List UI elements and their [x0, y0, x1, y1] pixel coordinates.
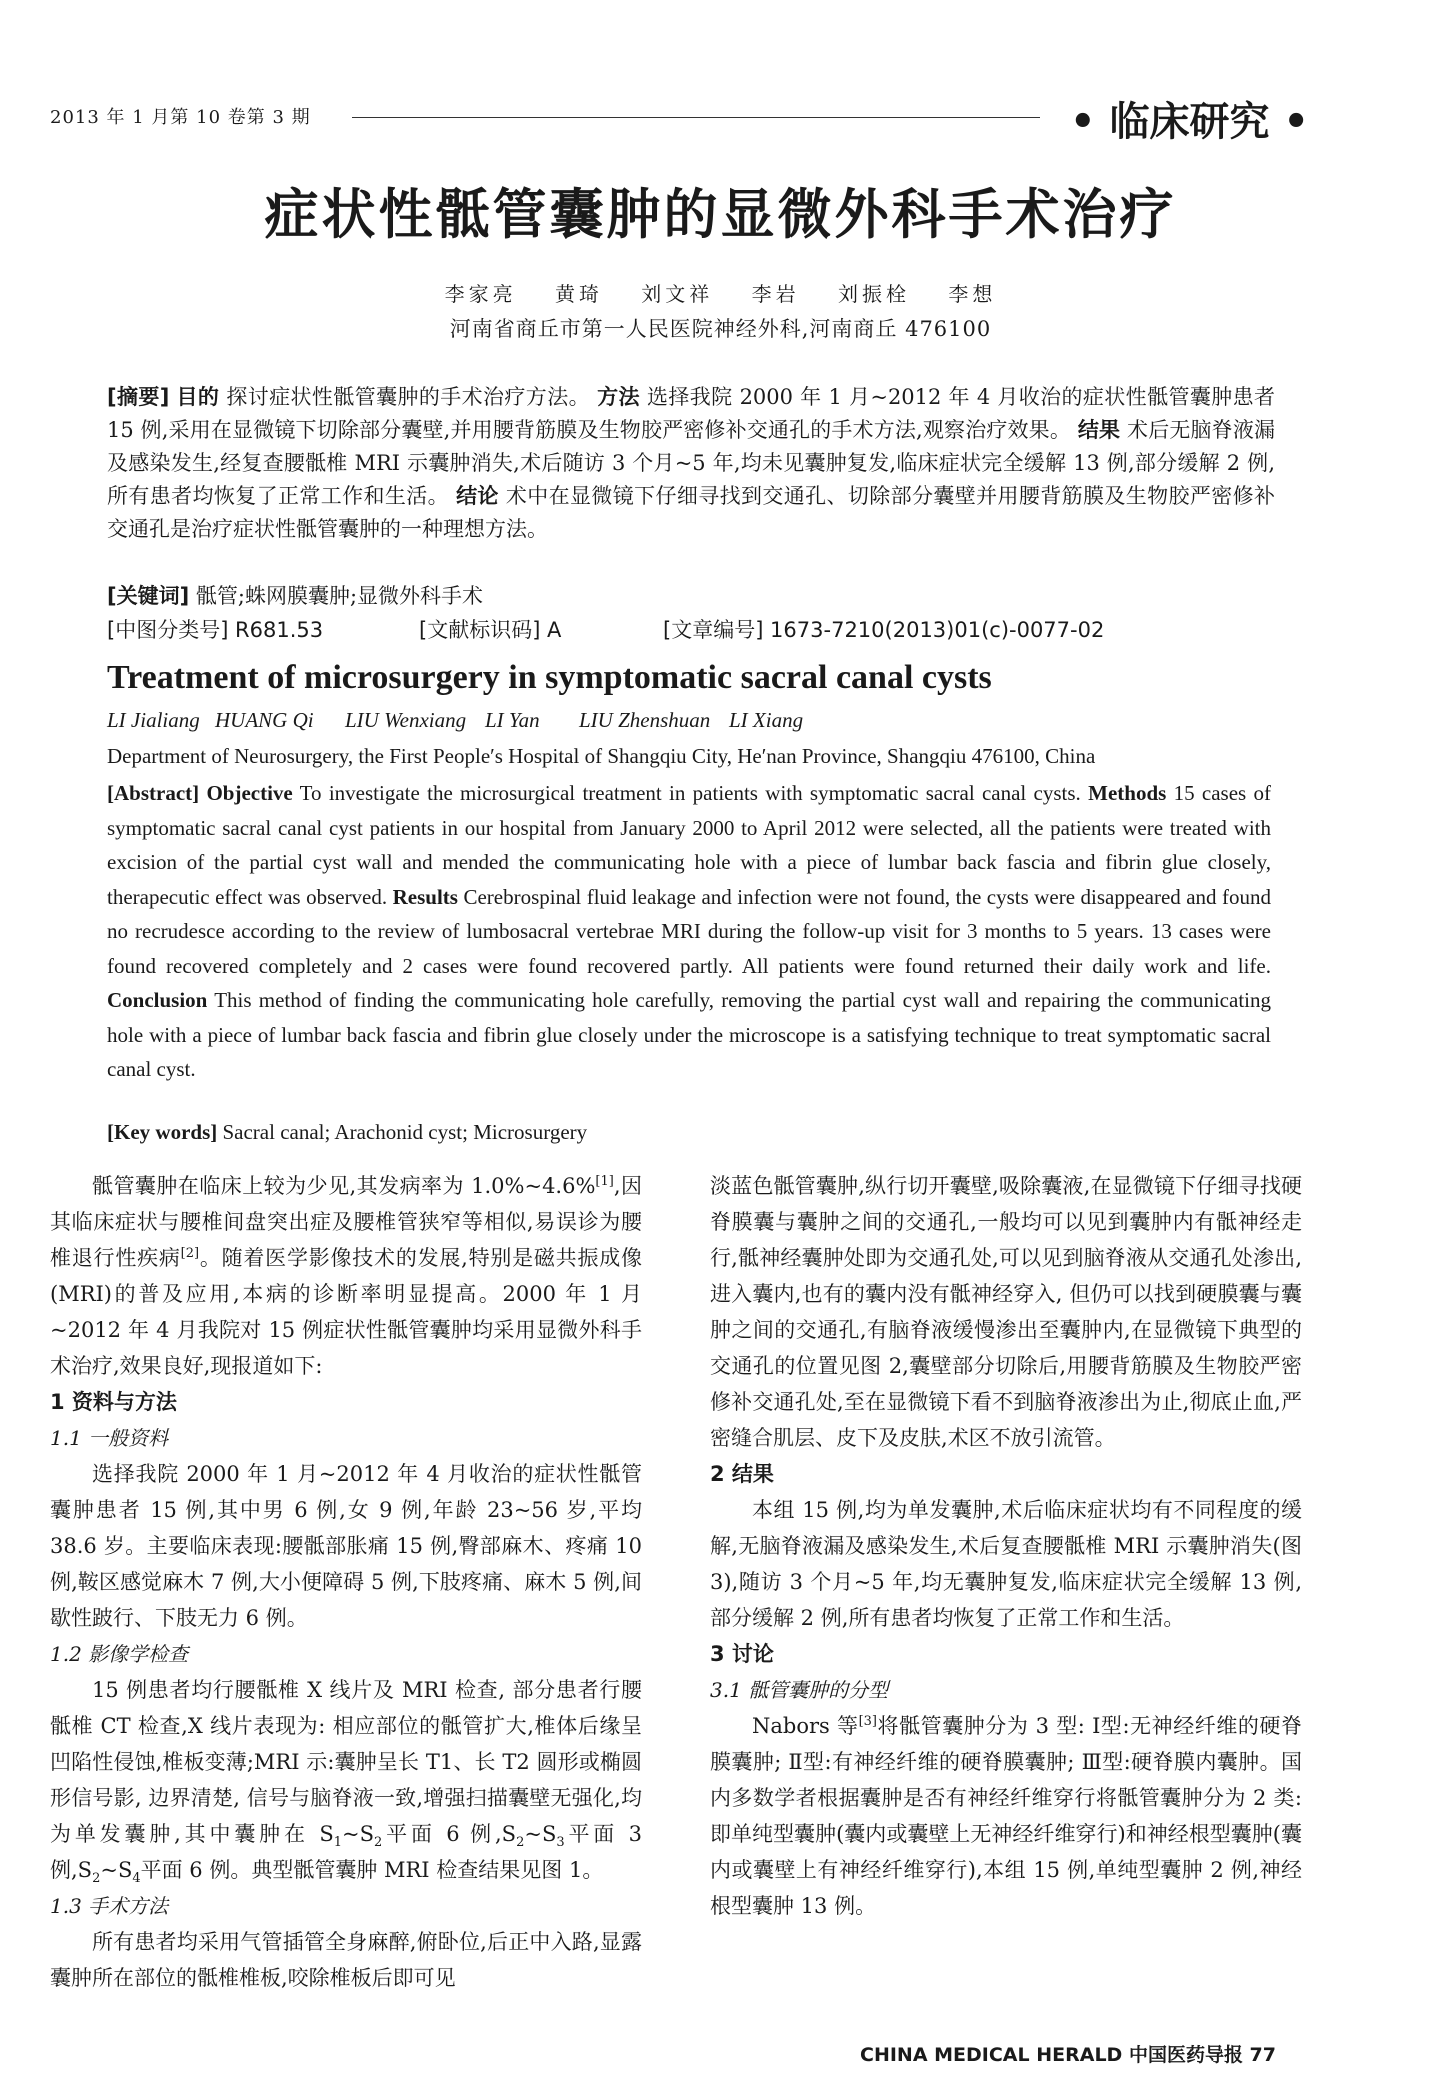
keywords-cn [107, 580, 483, 610]
results-label-cn: 结果 [1077, 418, 1121, 442]
article-title-cn: 症状性骶管囊肿的显微外科手术治疗 [264, 182, 1177, 246]
keywords-text-en: Sacral canal; Arachonid cyst; Microsurgery [222, 1120, 588, 1144]
results-text-cn: 术后无脑脊液漏及感染发生,经复查腰骶椎 MRI 示囊肿消失,术后随访 3 个月~5 年,均未见囊肿复发,临床症状完全缓解 13 例,部分缓解 2 例,所有患者均恢复了正常工作和生活。 [107, 418, 1275, 508]
keywords-text-cn: 骶管;蛛网膜囊肿;显微外科手术 [195, 584, 484, 608]
paragraph: 本组 15 例,均为单发囊肿,术后临床症状均有不同程度的缓解,无脑脊液漏及感染发生,术后复查腰骶椎 MRI 示囊肿消失(图 3),随访 3 个月~5 年,均无囊肿复发,临床症状完全缓解 13 例,部分缓解 2 例,所有患者均恢复了正常工作和生活。 [710, 1498, 1302, 1630]
author-en: LIU Wenxiang [345, 708, 467, 732]
methods-label-cn: 方法 [597, 385, 640, 409]
conclusion-text-en: This method of finding the communicating hole carefully, removing the partial cyst wall and repairing the communicating hole with a piece of lumbar back fascia and fibrin glue closely under the microscope is a satisfying technique to treat symptomatic sacral canal cyst. [107, 988, 1271, 1081]
affiliation-cn: 河南省商丘市第一人民医院神经外科,河南商丘 476100 [449, 317, 992, 341]
clc-number: [中图分类号] R681.53 [107, 618, 324, 642]
objective-label-en: Objective [206, 781, 293, 805]
keywords-en [107, 1120, 587, 1145]
results-text-en: Cerebrospinal fluid leakage and infection were not found, the cysts were disappeared and found no recrudesce according to the review of lumbosacral vertebrae MRI during the follow-up visit for 3 months to 5 years. 13 cases were found recovered completely and 2 cases were found recovered partly. All patients were found returned their daily work and life. [107, 884, 1272, 978]
methods-text-en: 15 cases of symptomatic sacral canal cyst patients in our hospital from January 2000 to April 2012 were selected, all the patients were treated with excision of the partial cyst wall and mended the communicating hole with a piece of lumbar back fascia and fibrin glue closely, therapecutic effect was observed. [107, 781, 1272, 909]
conclusion-text-cn: 术中在显微镜下仔细寻找到交通孔、切除部分囊壁并用腰背筋膜及生物胶严密修补交通孔是治疗症状性骶管囊肿的一种理想方法。 [107, 484, 1275, 541]
section-label: • 临床研究 • [1070, 99, 1309, 145]
article-number: [文章编号] 1673-7210(2013)01(c)-0077-02 [663, 618, 1105, 642]
document-code: [文献标识码] A [419, 618, 562, 642]
author-en: LI Xiang [729, 708, 804, 732]
subsection-heading: 1.3 手术方法 [50, 1894, 169, 1918]
affiliation-en: Department of Neurosurgery, the First People′s Hospital of Shangqiu City, He′nan Province, Shangqiu 476100, China [107, 744, 1096, 768]
paragraph: 淡蓝色骶管囊肿,纵行切开囊壁,吸除囊液,在显微镜下仔细寻找硬脊膜囊与囊肿之间的交通孔,一般均可以见到囊肿内有骶神经走行,骶神经囊肿处即为交通孔处,可以见到脑脊液从交通孔处渗出,进入囊内,也有的囊内没有骶神经穿入, 但仍可以找到硬膜囊与囊肿之间的交通孔,有脑脊液缓慢渗出至囊肿内,在显微镜下典型的交通孔的位置见图 2,囊壁部分切除后,用腰背筋膜及生物胶严密修补交通孔处,至在显微镜下看不到脑脊液渗出为止,彻底止血,严密缝合肌层、皮下及皮肤,术区不放引流管。 [710, 1174, 1302, 1450]
keywords-label-en: [Key words] [107, 1120, 218, 1144]
author-en: LI Jialiang [107, 708, 200, 732]
intro-paragraph: 骶管囊肿在临床上较为少见,其发病率为 1.0%~4.6%[1],因其临床症状与腰椎间盘突出症及腰椎管狭窄等相似,易误诊为腰椎退行性疾病[2]。随着医学影像技术的发展,特别是磁共振成像(MRI)的普及应用,本病的诊断率明显提高。2000 年 1 月~2012 年 4 月我院对 15 例症状性骶管囊肿均采用显微外科手术治疗,效果良好,现报道如下: [50, 1174, 642, 1378]
subsection-heading: 1.2 影像学检查 [50, 1642, 189, 1666]
objective-text-cn: 探讨症状性骶管囊肿的手术治疗方法。 [226, 385, 590, 409]
abstract-label-cn: [摘要] [107, 385, 170, 409]
citation: [1] [595, 1174, 614, 1189]
citation: [3] [858, 1714, 877, 1729]
paragraph: Nabors 等[3]将骶管囊肿分为 3 型: Ⅰ型:无神经纤维的硬脊膜囊肿; Ⅱ型:有神经纤维的硬脊膜囊肿; Ⅲ型:硬脊膜内囊肿。国内多数学者根据囊肿是否有神经纤维穿行将骶管囊肿分为 2 类:即单纯型囊肿(囊内或囊壁上无神经纤维穿行)和神经根型囊肿(囊内或囊壁上有神经纤维穿行),本组 15 例,单纯型囊肿 2 例,神经根型囊肿 13 例。 [710, 1714, 1302, 1918]
citation: [2] [180, 1246, 200, 1261]
authors-cn: 李家亮 黄琦 刘文祥 李岩 刘振栓 李想 [444, 282, 997, 306]
header-rule [352, 117, 1040, 118]
abstract-en [107, 776, 1271, 1087]
conclusion-label-cn: 结论 [456, 484, 499, 508]
page-footer: CHINA MEDICAL HERALD 中国医药导报 77 [860, 2044, 1276, 2066]
methods-label-en: Methods [1088, 781, 1167, 805]
paragraph: 所有患者均采用气管插管全身麻醉,俯卧位,后正中入路,显露囊肿所在部位的骶椎椎板,咬除椎板后即可见 [50, 1930, 642, 1990]
keywords-label-cn: [关键词] [107, 584, 190, 608]
paragraph: 选择我院 2000 年 1 月~2012 年 4 月收治的症状性骶管囊肿患者 15 例,其中男 6 例,女 9 例,年龄 23~56 岁,平均 38.6 岁。主要临床表现:腰骶部胀痛 15 例,臀部麻木、疼痛 10 例,鞍区感觉麻木 7 例,大小便障碍 5 例,下肢疼痛、麻木 5 例,间歇性跛行、下肢无力 6 例。 [50, 1462, 642, 1630]
subsection-heading: 3.1 骶管囊肿的分型 [710, 1678, 889, 1702]
conclusion-label-en: Conclusion [107, 988, 208, 1012]
section-heading: 2 结果 [710, 1462, 774, 1486]
author-en: LIU Zhenshuan [579, 708, 711, 732]
results-label-en: Results [392, 884, 458, 909]
paragraph: 15 例患者均行腰骶椎 X 线片及 MRI 检查, 部分患者行腰骶椎 CT 检查,X 线片表现为: 相应部位的骶管扩大,椎体后缘呈凹陷性侵蚀,椎板变薄;MRI 示:囊肿呈长 T1、长 T2 圆形或椭圆形信号影, 边界清楚, 信号与脑脊液一致,增强扫描囊壁无强化,均为单发囊肿,其中囊肿在 $S_1\sim S_2$平面 6 例$,S_2\sim S_3$平面 3 例$,S_2\sim S_4$平面 6 例。典型骶管囊肿 MRI 检查结果见图 1。 [50, 1678, 642, 1887]
article-title-en: Treatment of microsurgery in symptomatic sacral canal cysts [107, 659, 992, 696]
abstract-cn [107, 381, 1275, 546]
section-heading: 1 资料与方法 [50, 1390, 177, 1414]
author-en: LI Yan [485, 708, 540, 732]
issue-info: 2013 年 1 月第 10 卷第 3 期 [50, 107, 311, 128]
abstract-label-en: [Abstract] [107, 781, 200, 805]
body-column-right [710, 1168, 1302, 1924]
section-heading: 3 讨论 [710, 1642, 774, 1666]
methods-text-cn: 选择我院 2000 年 1 月~2012 年 4 月收治的症状性骶管囊肿患者 15 例,采用在显微镜下切除部分囊壁,并用腰背筋膜及生物胶严密修补交通孔的手术方法,观察治疗效果。 [107, 385, 1276, 442]
subsection-heading: 1.1 一般资料 [50, 1426, 169, 1450]
objective-label-cn: 目的 [176, 385, 220, 409]
author-en: HUANG Qi [215, 708, 314, 732]
body-column-left [50, 1168, 642, 1996]
objective-text-en: To investigate the microsurgical treatment in patients with symptomatic sacral canal cysts. [299, 781, 1081, 805]
